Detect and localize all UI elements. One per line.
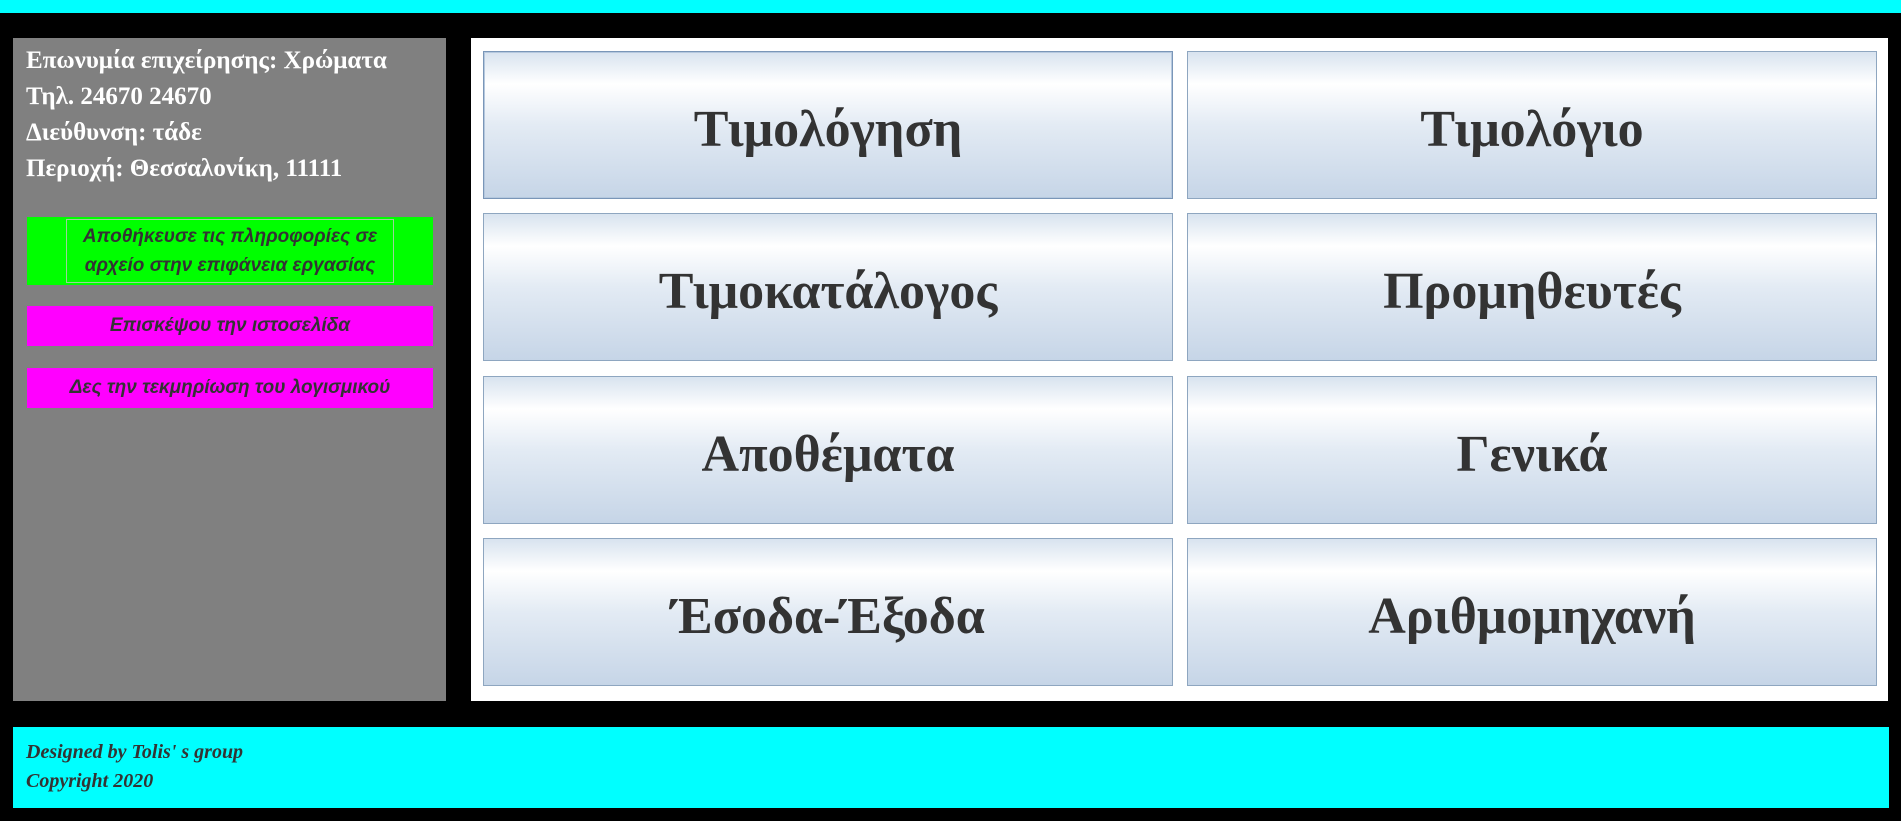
sidebar (13, 38, 446, 701)
top-bar (0, 0, 1901, 13)
footer-credits: Designed by Tolis' s group (26, 741, 244, 763)
save-info-label (66, 219, 394, 283)
income-expenses-button[interactable]: Έσοδα-Έξοδα (483, 538, 1173, 686)
invoicing-button[interactable]: Τιμολόγηση (483, 51, 1173, 199)
stock-button[interactable]: Αποθέματα (483, 376, 1173, 524)
company-address: Διεύθυνση: τάδε (26, 119, 202, 146)
company-phone: Τηλ. 24670 24670 (26, 83, 212, 110)
company-name: Επωνυμία επιχείρησης: Χρώματα (26, 47, 387, 74)
general-button[interactable]: Γενικά (1187, 376, 1877, 524)
documentation-button[interactable]: Δες την τεκμηρίωση του λογισμικού (27, 368, 433, 408)
calculator-button[interactable]: Αριθμομηχανή (1187, 538, 1877, 686)
save-info-label-line1: Αποθήκευσε τις πληροφορίες σε (82, 226, 378, 247)
visit-website-button[interactable]: Επισκέψου την ιστοσελίδα (27, 306, 433, 346)
price-list-button[interactable]: Τιμοκατάλογος (483, 213, 1173, 361)
save-info-label-line2: αρχείο στην επιφάνεια εργασίας (84, 255, 376, 276)
company-area: Περιοχή: Θεσσαλονίκη, 11111 (26, 155, 343, 182)
footer (13, 727, 1889, 808)
invoice-button[interactable]: Τιμολόγιο (1187, 51, 1877, 199)
suppliers-button[interactable]: Προμηθευτές (1187, 213, 1877, 361)
footer-copyright: Copyright 2020 (26, 770, 154, 792)
save-info-button[interactable] (27, 217, 433, 285)
main-menu-panel (471, 38, 1888, 701)
